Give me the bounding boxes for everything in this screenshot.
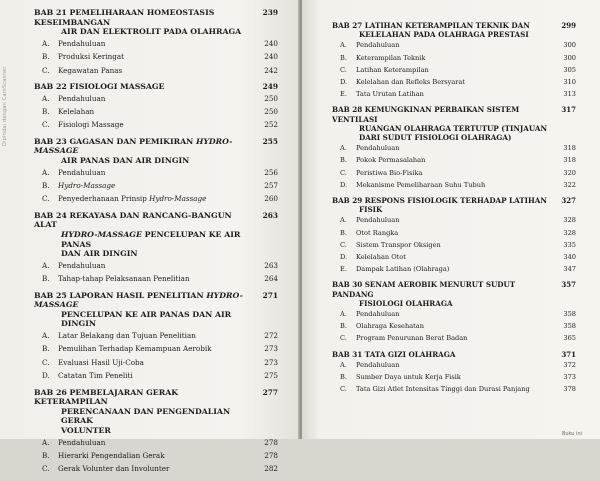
item-title: Tata Gizi Atlet Intensitas Tinggi dan Durasi Panjang — [356, 385, 530, 394]
item-title: Mekanisme Pemeliharaan Suhu Tubuh — [356, 180, 486, 189]
chapter-title-line: AIR DAN ELEKTROLIT PADA OLAHRAGA — [61, 27, 242, 37]
toc-item — [332, 264, 576, 275]
chapter-entry — [332, 21, 576, 100]
item-title: Kelelahan Otot — [356, 253, 406, 262]
item-letter: C. — [42, 194, 50, 204]
toc-item — [34, 65, 278, 77]
item-letter: A. — [42, 330, 50, 340]
item-page-number: 318 — [563, 156, 576, 165]
item-title: Pendahuluan — [58, 167, 106, 177]
toc-item — [332, 180, 576, 191]
chapter-title — [34, 291, 258, 329]
toc-item — [34, 93, 278, 105]
item-letter: A. — [42, 38, 50, 48]
item-page-number: 378 — [563, 385, 576, 394]
chapter-title-line: BAB 26 PEMBELAJARAN GERAK KETERAMPILAN — [34, 387, 179, 407]
item-page-number: 278 — [264, 450, 278, 460]
item-page-number: 318 — [563, 144, 576, 153]
item-page-number: 328 — [563, 216, 576, 225]
toc-item — [34, 260, 278, 272]
item-letter: B. — [340, 156, 347, 165]
item-page-number: 257 — [264, 181, 278, 190]
item-title: Gerak Volunter dan Involunter — [58, 464, 170, 474]
item-page-number: 264 — [264, 274, 278, 284]
right-page — [302, 0, 600, 439]
chapter-title — [34, 82, 258, 92]
chapter-title-line: FISIOLOGI OLAHRAGA — [359, 298, 453, 308]
chapter-entry — [34, 82, 278, 132]
toc-item — [332, 228, 576, 239]
item-letter: A. — [42, 93, 50, 103]
chapter-entry — [34, 388, 278, 476]
item-page-number: 275 — [264, 371, 278, 381]
toc-item — [332, 372, 576, 383]
chapter-title-line: BAB 31 TATA GIZI OLAHRAGA — [332, 349, 456, 359]
toc-item — [332, 40, 576, 51]
item-letter: C. — [340, 65, 347, 74]
item-title: Tahap-tahap Pelaksanaan Penelitian — [58, 274, 190, 284]
item-letter: C. — [42, 464, 50, 474]
item-letter: C. — [42, 120, 50, 130]
item-letter: C. — [340, 334, 347, 343]
chapter-heading — [332, 196, 576, 214]
chapter-title-line: DARI SUDUT FISIOLOGI OLAHRAGA) — [359, 133, 512, 143]
toc-item — [34, 437, 278, 449]
toc-item — [34, 167, 278, 179]
item-title: Sistem Transpor Oksigen — [356, 240, 441, 249]
item-title: Kegawatan Panas — [58, 65, 123, 75]
toc-item — [34, 106, 278, 118]
toc-right-column — [332, 21, 576, 401]
item-letter: A. — [42, 167, 50, 177]
chapter-entry — [332, 196, 576, 275]
chapter-heading — [332, 21, 576, 39]
item-title: Pendahuluan — [356, 144, 400, 153]
item-page-number: 313 — [563, 90, 576, 99]
item-page-number: 373 — [563, 373, 576, 382]
item-title: Pendahuluan — [58, 260, 106, 270]
item-letter: B. — [42, 344, 50, 354]
item-letter: C. — [340, 240, 347, 249]
toc-item — [332, 168, 576, 179]
toc-item — [34, 273, 278, 285]
chapter-title-line: BAB 28 KEMUNGKINAN PERBAIKAN SISTEM VENTILASI — [332, 105, 520, 124]
toc-item — [34, 180, 278, 192]
toc-item — [332, 143, 576, 154]
toc-item — [34, 343, 278, 355]
item-page-number: 310 — [563, 78, 576, 87]
item-title: Evaluasi Hasil Uji-Coba — [58, 357, 144, 367]
chapter-page-number: 271 — [262, 290, 278, 300]
chapter-page-number: 255 — [262, 136, 278, 146]
item-letter: A. — [42, 260, 50, 270]
footer-mark: Buku ini — [561, 431, 582, 437]
toc-item — [34, 119, 278, 131]
chapter-title-line: BAB 27 LATIHAN KETERAMPILAN TEKNIK DAN — [332, 21, 530, 30]
chapter-heading — [332, 280, 576, 308]
toc-item — [332, 155, 576, 166]
chapter-page-number: 263 — [262, 210, 278, 220]
left-page — [0, 0, 300, 474]
item-title: Kelelahan — [58, 107, 95, 116]
item-page-number: 240 — [264, 52, 278, 62]
chapter-title — [332, 21, 556, 39]
item-title: Produksi Keringat — [58, 52, 125, 62]
chapter-title-line: BAB 22 FISIOLOGI MASSAGE — [34, 82, 165, 91]
toc-item — [34, 450, 278, 462]
chapter-title — [34, 211, 258, 259]
item-title: Pendahuluan — [356, 360, 400, 369]
toc-left-column — [34, 8, 278, 481]
chapter-title-line: FISIK — [359, 205, 383, 215]
item-letter: B. — [340, 373, 347, 382]
toc-item — [332, 321, 576, 332]
item-title: Sumber Daya untuk Kerja Fisik — [356, 373, 461, 382]
chapter-title-line: BAB 30 SENAM AEROBIK MENURUT SUDUT PANDANG — [332, 280, 516, 299]
item-letter: C. — [42, 65, 50, 75]
toc-item — [332, 240, 576, 251]
chapter-title — [332, 350, 556, 359]
item-letter: B. — [42, 52, 50, 62]
item-title: Keterampilan Teknik — [356, 53, 426, 62]
toc-item — [34, 51, 278, 63]
item-page-number: 335 — [563, 240, 576, 249]
chapter-page-number: 317 — [561, 105, 576, 115]
chapter-entry — [34, 137, 278, 206]
item-title: Olahraga Kesehatan — [356, 322, 424, 331]
toc-item — [332, 53, 576, 64]
item-title: Latihan Keterampilan — [356, 65, 429, 74]
item-page-number: 250 — [264, 107, 278, 116]
item-page-number: 282 — [264, 464, 278, 474]
toc-item — [332, 77, 576, 88]
item-letter: C. — [340, 385, 347, 394]
item-page-number: 300 — [563, 41, 576, 50]
chapter-page-number: 371 — [561, 349, 576, 359]
item-title: Pemulihan Terhadap Kemampuan Aerobik — [58, 344, 212, 354]
item-page-number: 358 — [563, 310, 576, 319]
toc-item — [34, 463, 278, 475]
item-letter: D. — [340, 253, 348, 262]
item-page-number: 372 — [563, 360, 576, 369]
item-page-number: 260 — [264, 194, 278, 204]
item-title: Penyederhanaan Prinsip Hydro-Massage — [58, 194, 207, 204]
item-title: Dampak Latihan (Olahraga) — [356, 265, 450, 274]
toc-item — [332, 252, 576, 263]
item-title: Pendahuluan — [356, 310, 400, 319]
item-letter: D. — [340, 78, 348, 87]
item-page-number: 240 — [264, 38, 278, 48]
item-title: Fisiologi Massage — [58, 120, 124, 130]
item-letter: A. — [340, 216, 347, 225]
item-letter: A. — [340, 144, 347, 153]
toc-item — [332, 309, 576, 320]
chapter-title — [34, 137, 258, 166]
item-page-number: 273 — [264, 357, 278, 367]
item-title: Pendahuluan — [58, 93, 106, 103]
item-page-number: 278 — [264, 437, 278, 447]
chapter-heading — [332, 350, 576, 359]
chapter-heading — [34, 8, 278, 37]
item-title: Tata Urutan Latihan — [356, 90, 424, 99]
item-page-number: 365 — [563, 334, 576, 343]
item-letter: E. — [340, 265, 347, 274]
scanner-watermark: Dipindai dengan CamScanner — [2, 66, 8, 146]
item-letter: B. — [42, 450, 50, 460]
chapter-heading — [34, 82, 278, 92]
item-letter: B. — [42, 181, 50, 190]
item-title: Pendahuluan — [58, 437, 106, 447]
chapter-page-number: 299 — [561, 21, 576, 30]
chapter-page-number: 327 — [561, 196, 576, 206]
item-letter: E. — [340, 90, 347, 99]
item-title: Hydro-Massage — [58, 181, 116, 190]
item-letter: C. — [340, 168, 347, 177]
toc-item — [34, 370, 278, 382]
chapter-title-line: VOLUNTER — [61, 425, 111, 435]
item-letter: B. — [340, 53, 347, 62]
item-letter: B. — [340, 322, 347, 331]
item-title: Program Penurunan Berat Badan — [356, 334, 468, 343]
item-page-number: 358 — [563, 322, 576, 331]
item-page-number: 263 — [264, 260, 278, 270]
item-title: Pokok Permasalahan — [356, 156, 426, 165]
chapter-title — [332, 196, 556, 214]
chapter-title — [34, 8, 258, 37]
chapter-heading — [34, 211, 278, 259]
chapter-title — [332, 280, 556, 308]
item-title: Catatan Tim Peneliti — [58, 371, 133, 381]
item-letter: D. — [42, 371, 50, 381]
chapter-page-number: 357 — [561, 280, 576, 290]
item-title: Latar Belakang dan Tujuan Penelitian — [58, 330, 196, 340]
item-letter: D. — [340, 180, 348, 189]
item-page-number: 340 — [563, 253, 576, 262]
toc-item — [332, 65, 576, 76]
item-letter: B. — [42, 107, 50, 116]
chapter-title-line: HYDRO-MASSAGE PENCELUPAN KE AIR PANAS — [61, 230, 241, 249]
toc-item — [332, 384, 576, 395]
chapter-title-line: BAB 21 PEMELIHARAAN HOMEOSTASIS KESEIMBANGAN — [34, 8, 215, 27]
item-page-number: 250 — [264, 93, 278, 103]
item-letter: A. — [42, 437, 50, 447]
chapter-entry — [332, 280, 576, 344]
chapter-heading — [34, 137, 278, 166]
item-page-number: 322 — [563, 180, 576, 189]
toc-item — [34, 330, 278, 342]
item-title: Kelelahan dan Refleks Bersyarat — [356, 78, 466, 87]
item-letter: B. — [340, 228, 347, 237]
chapter-title-line: PERENCANAAN DAN PENGENDALIAN GERAK — [61, 406, 231, 426]
item-page-number: 305 — [563, 65, 576, 74]
item-title: Pendahuluan — [58, 38, 106, 48]
item-title: Otot Rangka — [356, 228, 399, 237]
chapter-title-line: PENCELUPAN KE AIR PANAS DAN AIR DINGIN — [61, 309, 232, 329]
chapter-title — [332, 105, 556, 142]
item-letter: A. — [340, 310, 347, 319]
toc-item — [332, 215, 576, 226]
item-letter: C. — [42, 357, 50, 367]
item-title: Hierarki Pengendalian Gerak — [58, 450, 165, 460]
item-page-number: 242 — [264, 65, 278, 75]
chapter-page-number: 249 — [262, 82, 278, 91]
item-page-number: 347 — [563, 265, 576, 274]
item-title: Pendahuluan — [356, 216, 400, 225]
chapter-entry — [34, 8, 278, 77]
chapter-entry — [34, 211, 278, 286]
toc-item — [332, 333, 576, 344]
chapter-title-line: KELELAHAN PADA OLAHRAGA PRESTASI — [359, 30, 529, 40]
chapter-title-line: DAN AIR DINGIN — [61, 249, 138, 259]
chapter-title-line: AIR PANAS DAN AIR DINGIN — [61, 156, 190, 165]
item-page-number: 300 — [563, 53, 576, 62]
item-title: Pendahuluan — [356, 41, 400, 50]
chapter-title-line: BAB 24 REKAYASA DAN RANCANG-BANGUN ALAT — [34, 210, 232, 230]
chapter-page-number: 239 — [262, 8, 278, 17]
item-page-number: 272 — [264, 330, 278, 340]
chapter-title-line: BAB 29 RESPONS FISIOLOGIK TERHADAP LATIHAN — [332, 196, 547, 206]
item-title: Peristiwa Bio-Fisika — [356, 168, 423, 177]
chapter-title-line: BAB 25 LAPORAN HASIL PENELITIAN HYDRO-MASSAGE — [34, 290, 243, 310]
chapter-title-line: BAB 23 GAGASAN DAN PEMIKIRAN HYDRO-MASSAGE — [34, 136, 233, 156]
item-page-number: 256 — [264, 167, 278, 177]
chapter-entry — [332, 350, 576, 396]
chapter-heading — [332, 105, 576, 142]
chapter-entry — [332, 105, 576, 191]
toc-item — [332, 360, 576, 371]
item-page-number: 273 — [264, 344, 278, 354]
chapter-page-number: 277 — [262, 387, 278, 397]
toc-item — [332, 89, 576, 100]
chapter-heading — [34, 291, 278, 329]
chapter-entry — [34, 291, 278, 383]
item-letter: B. — [42, 274, 50, 284]
item-page-number: 252 — [264, 120, 278, 130]
item-page-number: 328 — [563, 228, 576, 237]
toc-item — [34, 357, 278, 369]
chapter-title — [34, 388, 258, 436]
item-letter: A. — [340, 360, 347, 369]
item-letter: A. — [340, 41, 347, 50]
chapter-heading — [34, 388, 278, 436]
chapter-title-line: RUANGAN OLAHRAGA TERTUTUP (TINJAUAN — [359, 123, 548, 133]
item-page-number: 320 — [563, 168, 576, 177]
toc-item — [34, 38, 278, 50]
toc-item — [34, 193, 278, 205]
